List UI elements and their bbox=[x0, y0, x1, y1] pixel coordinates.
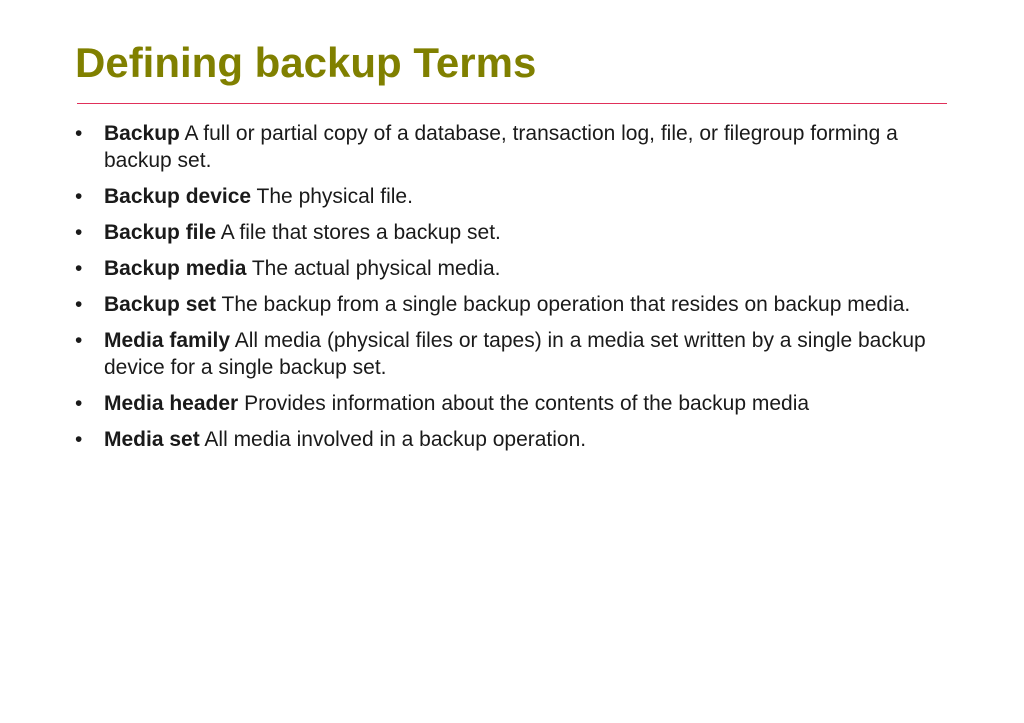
term-backup-device bbox=[70, 183, 940, 210]
term-media-header bbox=[70, 390, 940, 417]
term-definition: A full or partial copy of a database, transaction log, file, or filegroup forming a backup set. bbox=[104, 122, 898, 172]
bullet-icon: • bbox=[75, 185, 83, 208]
term-definition: The actual physical media. bbox=[251, 257, 501, 280]
term-definition: A file that stores a backup set. bbox=[220, 221, 501, 244]
term-definition: The backup from a single backup operation that resides on backup media. bbox=[221, 293, 911, 316]
term-media-family bbox=[70, 327, 940, 381]
term-backup-media bbox=[70, 255, 940, 282]
term-backup bbox=[70, 120, 940, 174]
bullet-icon: • bbox=[75, 221, 83, 244]
bullet-icon: • bbox=[75, 329, 83, 352]
bullet-icon: • bbox=[75, 257, 83, 280]
term-backup-set bbox=[70, 291, 940, 318]
bullet-icon: • bbox=[75, 392, 83, 415]
title-divider bbox=[77, 103, 947, 104]
terms-list bbox=[70, 120, 940, 462]
term-name: Backup bbox=[104, 122, 180, 145]
term-media-set bbox=[70, 426, 940, 453]
term-name: Backup device bbox=[104, 185, 252, 208]
term-definition: The physical file. bbox=[256, 185, 413, 208]
term-name: Backup file bbox=[104, 221, 217, 244]
term-name: Media set bbox=[104, 428, 200, 451]
slide-title: Defining backup Terms bbox=[75, 39, 537, 86]
term-name: Backup media bbox=[104, 257, 247, 280]
term-name: Media family bbox=[104, 329, 231, 352]
term-definition: Provides information about the contents of the backup media bbox=[244, 392, 810, 415]
term-backup-file bbox=[70, 219, 940, 246]
bullet-icon: • bbox=[75, 122, 83, 145]
term-name: Media header bbox=[104, 392, 239, 415]
term-name: Backup set bbox=[104, 293, 217, 316]
bullet-icon: • bbox=[75, 293, 83, 316]
term-definition: All media involved in a backup operation. bbox=[204, 428, 587, 451]
term-definition: All media (physical files or tapes) in a media set written by a single backup device for a single backup set. bbox=[104, 329, 926, 379]
bullet-icon: • bbox=[75, 428, 83, 451]
